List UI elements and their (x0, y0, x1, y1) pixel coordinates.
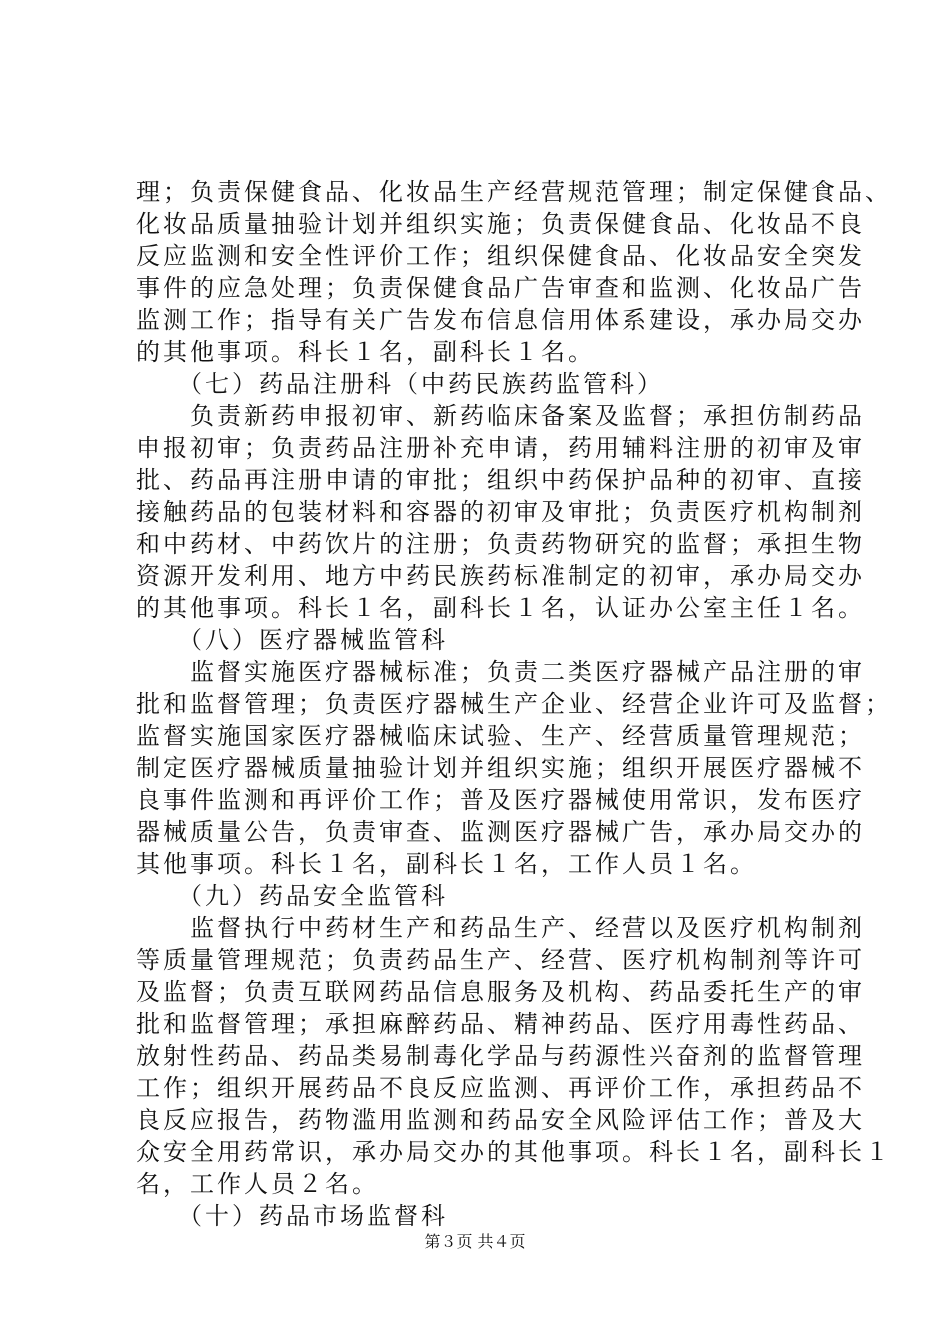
text-line: 工作；组织开展药品不良反应监测、再评价工作，承担药品不 (136, 1074, 865, 1102)
document-body (136, 176, 892, 1232)
text-line: 反应监测和安全性评价工作；组织保健食品、化妆品安全突发 (136, 242, 865, 270)
text-line: 的其他事项。科长１名，副科长１名，认证办公室主任１名。 (136, 594, 865, 622)
text-line: 理；负责保健食品、化妆品生产经营规范管理；制定保健食品、 (136, 178, 892, 206)
text-line: 批和监督管理；承担麻醉药品、精神药品、医疗用毒性药品、 (136, 1010, 865, 1038)
text-line: 制定医疗器械质量抽验计划并组织实施；组织开展医疗器械不 (136, 754, 865, 782)
text-line: 监督实施国家医疗器械临床试验、生产、经营质量管理规范； (136, 722, 865, 750)
text-line: 及监督；负责互联网药品信息服务及机构、药品委托生产的审 (136, 978, 865, 1006)
text-line: 放射性药品、药品类易制毒化学品与药源性兴奋剂的监督管理 (136, 1042, 865, 1070)
text-line: 化妆品质量抽验计划并组织实施；负责保健食品、化妆品不良 (136, 210, 865, 238)
section-heading-9: （九）药品安全监管科 (136, 882, 448, 910)
text-line: 良事件监测和再评价工作；普及医疗器械使用常识，发布医疗 (136, 786, 865, 814)
text-line: 器械质量公告，负责审查、监测医疗器械广告，承办局交办的 (136, 818, 865, 846)
section-heading-8: （八）医疗器械监管科 (136, 626, 448, 654)
text-line: 和中药材、中药饮片的注册；负责药物研究的监督；承担生物 (136, 530, 865, 558)
section-heading-10: （十）药品市场监督科 (136, 1202, 448, 1230)
text-line: 良反应报告，药物滥用监测和药品安全风险评估工作；普及大 (136, 1106, 865, 1134)
text-line: 批和监督管理；负责医疗器械生产企业、经营企业许可及监督； (136, 690, 892, 718)
text-line: 名，工作人员２名。 (136, 1170, 379, 1198)
text-line: 负责新药申报初审、新药临床备案及监督；承担仿制药品 (136, 402, 865, 430)
section-heading-7: （七）药品注册科（中药民族药监管科） (136, 370, 664, 398)
text-line: 接触药品的包装材料和容器的初审及审批；负责医疗机构制剂 (136, 498, 865, 526)
page-number-label: 第３页 共４页 (424, 1232, 526, 1251)
text-line: 的其他事项。科长１名，副科长１名。 (136, 338, 595, 366)
text-line: 事件的应急处理；负责保健食品广告审查和监测、化妆品广告 (136, 274, 865, 302)
text-line: 监督实施医疗器械标准；负责二类医疗器械产品注册的审 (136, 658, 865, 686)
text-line: 众安全用药常识，承办局交办的其他事项。科长１名，副科长１ (136, 1138, 892, 1166)
text-line: 其他事项。科长１名，副科长１名，工作人员１名。 (136, 850, 757, 878)
text-line: 监测工作；指导有关广告发布信息信用体系建设，承办局交办 (136, 306, 865, 334)
text-line: 申报初审；负责药品注册补充申请，药用辅料注册的初审及审 (136, 434, 865, 462)
text-line: 批、药品再注册申请的审批；组织中药保护品种的初审、直接 (136, 466, 865, 494)
text-line: 资源开发利用、地方中药民族药标准制定的初审，承办局交办 (136, 562, 865, 590)
text-line: 监督执行中药材生产和药品生产、经营以及医疗机构制剂 (136, 914, 865, 942)
text-line: 等质量管理规范；负责药品生产、经营、医疗机构制剂等许可 (136, 946, 865, 974)
page-footer (0, 1231, 950, 1253)
